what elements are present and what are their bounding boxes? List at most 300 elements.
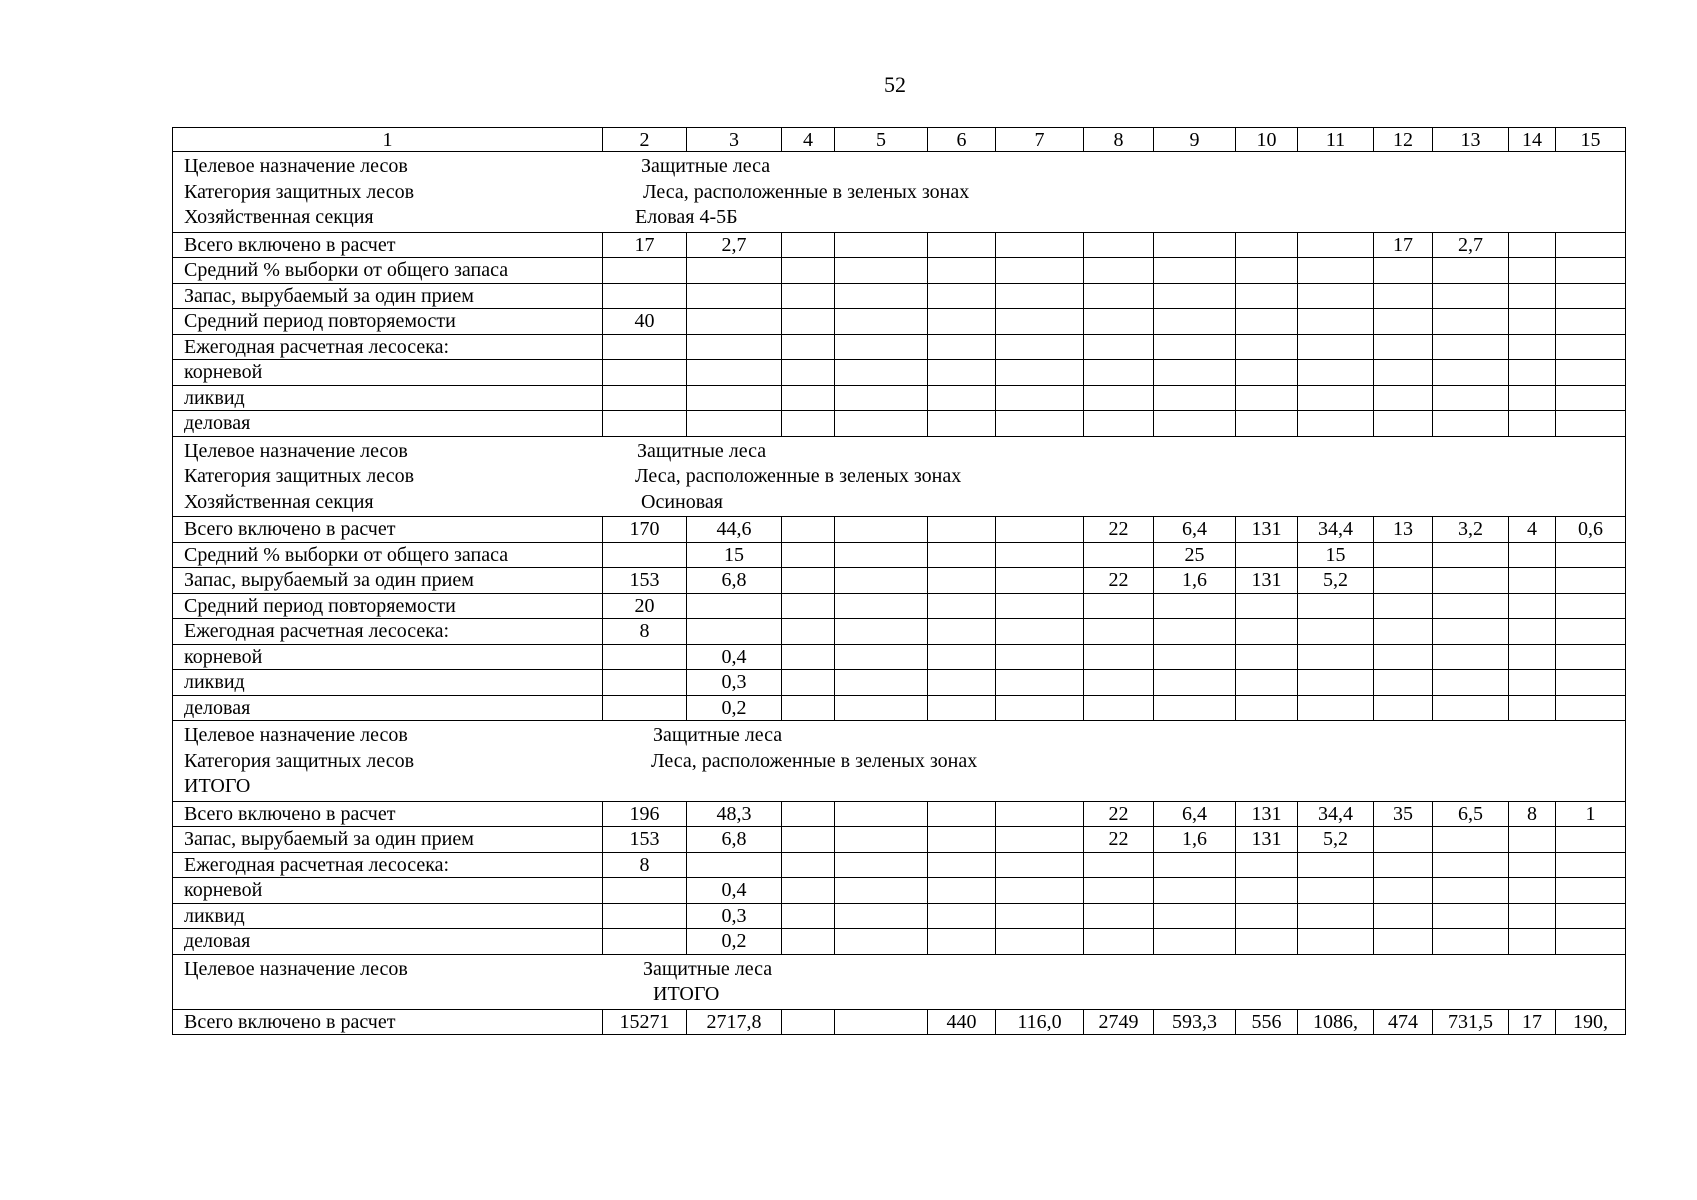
data-cell <box>1236 309 1298 335</box>
data-row <box>173 309 1626 335</box>
column-number: 14 <box>1509 128 1556 152</box>
data-cell <box>928 852 996 878</box>
data-cell <box>687 385 782 411</box>
data-cell <box>1374 644 1433 670</box>
data-cell <box>835 801 928 827</box>
row-label: Ежегодная расчетная лесосека: <box>173 334 603 360</box>
data-cell <box>782 852 835 878</box>
data-cell <box>1298 878 1374 904</box>
data-cell <box>1374 542 1433 568</box>
data-cell <box>1236 258 1298 284</box>
data-cell <box>1433 283 1509 309</box>
row-label: Средний период повторяемости <box>173 309 603 335</box>
data-cell <box>835 644 928 670</box>
data-row <box>173 258 1626 284</box>
data-cell <box>1509 309 1556 335</box>
data-cell <box>1298 232 1374 258</box>
page-number: 52 <box>884 72 906 97</box>
data-row <box>173 644 1626 670</box>
section-info <box>173 436 1626 517</box>
row-label: Средний % выборки от общего запаса <box>173 258 603 284</box>
data-cell <box>687 619 782 645</box>
data-cell <box>782 258 835 284</box>
data-cell <box>1298 411 1374 437</box>
data-cell <box>1509 542 1556 568</box>
data-cell <box>782 695 835 721</box>
data-cell <box>1298 593 1374 619</box>
data-row <box>173 878 1626 904</box>
data-cell <box>996 309 1084 335</box>
data-cell <box>835 827 928 853</box>
data-cell <box>1236 542 1298 568</box>
data-cell <box>835 411 928 437</box>
data-cell <box>835 232 928 258</box>
row-label: Ежегодная расчетная лесосека: <box>173 852 603 878</box>
row-label: ликвид <box>173 903 603 929</box>
data-cell <box>1509 670 1556 696</box>
data-cell <box>1154 695 1236 721</box>
data-cell <box>1236 232 1298 258</box>
data-cell: 6,5 <box>1433 801 1509 827</box>
data-cell <box>1084 232 1154 258</box>
data-cell <box>603 644 687 670</box>
data-cell <box>1236 411 1298 437</box>
data-cell <box>1154 385 1236 411</box>
data-cell <box>1374 670 1433 696</box>
data-cell <box>1433 695 1509 721</box>
section-info-row <box>173 721 1626 802</box>
data-cell <box>1374 695 1433 721</box>
data-cell <box>996 878 1084 904</box>
data-cell <box>782 593 835 619</box>
data-cell: 15 <box>1298 542 1374 568</box>
data-cell: 1 <box>1556 801 1626 827</box>
data-cell <box>835 568 928 594</box>
data-cell <box>1509 695 1556 721</box>
info-line <box>173 154 1625 180</box>
data-cell <box>1084 695 1154 721</box>
data-cell <box>782 411 835 437</box>
data-cell <box>1509 258 1556 284</box>
data-cell: 5,2 <box>1298 827 1374 853</box>
data-cell <box>1236 852 1298 878</box>
data-cell <box>1236 334 1298 360</box>
row-label: корневой <box>173 878 603 904</box>
data-cell <box>996 619 1084 645</box>
data-cell: 2749 <box>1084 1009 1154 1035</box>
data-cell <box>1374 334 1433 360</box>
data-cell: 15 <box>687 542 782 568</box>
info-value: Осиновая <box>641 490 723 513</box>
data-cell <box>1236 283 1298 309</box>
data-cell <box>1509 568 1556 594</box>
column-number: 2 <box>603 128 687 152</box>
info-line <box>173 439 1625 465</box>
data-cell <box>1509 644 1556 670</box>
data-cell <box>1298 309 1374 335</box>
data-cell: 22 <box>1084 827 1154 853</box>
data-cell <box>782 309 835 335</box>
data-cell <box>1298 929 1374 955</box>
data-cell: 556 <box>1236 1009 1298 1035</box>
data-cell <box>1556 411 1626 437</box>
data-cell <box>835 360 928 386</box>
data-cell <box>1374 385 1433 411</box>
column-number: 1 <box>173 128 603 152</box>
data-cell <box>835 517 928 543</box>
data-row <box>173 852 1626 878</box>
data-cell <box>835 258 928 284</box>
data-cell <box>1084 593 1154 619</box>
data-cell <box>1433 878 1509 904</box>
data-cell: 131 <box>1236 801 1298 827</box>
data-cell: 6,8 <box>687 827 782 853</box>
info-line <box>173 749 1625 775</box>
column-number: 9 <box>1154 128 1236 152</box>
data-cell <box>1084 929 1154 955</box>
data-cell <box>928 695 996 721</box>
data-cell <box>996 283 1084 309</box>
data-cell <box>996 542 1084 568</box>
data-cell <box>1556 334 1626 360</box>
data-cell <box>928 644 996 670</box>
data-cell: 190, <box>1556 1009 1626 1035</box>
section-info <box>173 721 1626 802</box>
data-cell: 13 <box>1374 517 1433 543</box>
data-cell <box>1433 593 1509 619</box>
data-cell <box>1084 852 1154 878</box>
data-cell <box>1556 903 1626 929</box>
data-cell <box>1433 385 1509 411</box>
data-cell <box>603 695 687 721</box>
data-cell: 170 <box>603 517 687 543</box>
data-cell <box>1509 827 1556 853</box>
data-cell: 44,6 <box>687 517 782 543</box>
data-cell: 17 <box>1374 232 1433 258</box>
section-info-row <box>173 152 1626 233</box>
data-cell <box>782 644 835 670</box>
info-line <box>173 723 1625 749</box>
info-label: Целевое назначение лесов <box>184 155 408 177</box>
data-cell <box>603 385 687 411</box>
data-row <box>173 568 1626 594</box>
data-cell: 34,4 <box>1298 517 1374 543</box>
data-cell <box>782 801 835 827</box>
info-line <box>173 490 1625 516</box>
data-cell: 731,5 <box>1433 1009 1509 1035</box>
data-cell <box>1298 283 1374 309</box>
data-cell <box>1236 593 1298 619</box>
row-label: ликвид <box>173 385 603 411</box>
data-cell: 20 <box>603 593 687 619</box>
data-cell <box>687 283 782 309</box>
data-cell <box>1509 360 1556 386</box>
data-cell <box>835 542 928 568</box>
data-cell: 8 <box>603 619 687 645</box>
data-cell <box>1298 360 1374 386</box>
data-cell <box>1556 852 1626 878</box>
data-cell <box>603 670 687 696</box>
data-cell <box>928 411 996 437</box>
info-label: Хозяйственная секция <box>184 490 374 513</box>
data-cell <box>782 619 835 645</box>
data-cell <box>1084 644 1154 670</box>
data-cell <box>928 334 996 360</box>
column-number-row <box>173 128 1626 152</box>
column-number: 5 <box>835 128 928 152</box>
column-number: 8 <box>1084 128 1154 152</box>
data-cell <box>1374 411 1433 437</box>
data-cell <box>1236 903 1298 929</box>
section-info-row <box>173 436 1626 517</box>
data-cell <box>928 670 996 696</box>
data-cell <box>1509 334 1556 360</box>
data-cell <box>1433 568 1509 594</box>
data-cell <box>687 360 782 386</box>
column-number: 12 <box>1374 128 1433 152</box>
data-cell <box>1298 852 1374 878</box>
data-cell: 2,7 <box>687 232 782 258</box>
data-cell <box>996 670 1084 696</box>
row-label: Средний период повторяемости <box>173 593 603 619</box>
data-cell: 3,2 <box>1433 517 1509 543</box>
data-cell <box>1374 827 1433 853</box>
data-cell <box>996 411 1084 437</box>
data-cell <box>603 411 687 437</box>
data-cell: 48,3 <box>687 801 782 827</box>
row-label: Средний % выборки от общего запаса <box>173 542 603 568</box>
info-value: Защитные леса <box>643 957 773 980</box>
data-cell <box>1556 232 1626 258</box>
info-line <box>173 957 1625 983</box>
data-cell: 0,4 <box>687 878 782 904</box>
info-value: Еловая 4-5Б <box>635 206 738 228</box>
data-cell <box>835 1009 928 1035</box>
data-cell <box>782 542 835 568</box>
data-cell <box>928 929 996 955</box>
data-cell <box>1509 878 1556 904</box>
data-cell <box>1433 309 1509 335</box>
data-cell: 5,2 <box>1298 568 1374 594</box>
data-cell <box>1298 903 1374 929</box>
data-cell: 116,0 <box>996 1009 1084 1035</box>
data-cell: 40 <box>603 309 687 335</box>
data-cell: 1,6 <box>1154 827 1236 853</box>
data-cell: 22 <box>1084 801 1154 827</box>
data-cell <box>1433 827 1509 853</box>
data-cell <box>603 929 687 955</box>
data-row <box>173 903 1626 929</box>
data-cell: 17 <box>1509 1009 1556 1035</box>
data-cell <box>1236 670 1298 696</box>
data-cell <box>1433 360 1509 386</box>
row-label: корневой <box>173 644 603 670</box>
data-cell: 4 <box>1509 517 1556 543</box>
data-cell: 153 <box>603 827 687 853</box>
data-cell <box>1374 258 1433 284</box>
data-cell <box>1084 670 1154 696</box>
data-cell: 2717,8 <box>687 1009 782 1035</box>
data-cell: 0,3 <box>687 903 782 929</box>
data-cell <box>1374 929 1433 955</box>
data-cell <box>782 878 835 904</box>
row-label: деловая <box>173 929 603 955</box>
data-cell <box>1556 695 1626 721</box>
data-cell: 131 <box>1236 827 1298 853</box>
data-cell <box>1084 542 1154 568</box>
data-cell <box>1509 852 1556 878</box>
data-cell <box>928 283 996 309</box>
data-cell <box>835 670 928 696</box>
data-cell <box>835 283 928 309</box>
data-cell <box>1374 593 1433 619</box>
data-cell <box>1433 852 1509 878</box>
data-cell <box>835 593 928 619</box>
data-cell <box>687 309 782 335</box>
info-line <box>173 180 1625 206</box>
data-cell <box>1433 258 1509 284</box>
row-label: Всего включено в расчет <box>173 517 603 543</box>
data-cell <box>928 258 996 284</box>
column-number: 13 <box>1433 128 1509 152</box>
data-cell <box>996 827 1084 853</box>
data-cell <box>1556 360 1626 386</box>
data-cell <box>996 593 1084 619</box>
data-row <box>173 801 1626 827</box>
forest-calculation-table <box>172 127 1626 1035</box>
row-label: Всего включено в расчет <box>173 1009 603 1035</box>
data-cell <box>603 878 687 904</box>
data-cell <box>603 283 687 309</box>
data-cell <box>1154 309 1236 335</box>
data-cell <box>1236 878 1298 904</box>
data-cell <box>1236 385 1298 411</box>
data-cell <box>1084 334 1154 360</box>
data-cell <box>1084 309 1154 335</box>
data-cell <box>835 878 928 904</box>
data-cell <box>996 385 1084 411</box>
data-cell <box>928 801 996 827</box>
data-cell <box>1556 929 1626 955</box>
data-cell <box>1154 670 1236 696</box>
info-label: ИТОГО <box>184 775 251 797</box>
data-cell <box>835 695 928 721</box>
data-cell <box>1154 903 1236 929</box>
data-cell <box>996 232 1084 258</box>
data-cell: 0,2 <box>687 929 782 955</box>
row-label: деловая <box>173 411 603 437</box>
data-cell <box>928 903 996 929</box>
info-line <box>173 205 1625 231</box>
data-cell <box>603 903 687 929</box>
data-cell <box>1084 619 1154 645</box>
column-number: 3 <box>687 128 782 152</box>
data-cell <box>1154 411 1236 437</box>
data-cell <box>928 517 996 543</box>
data-cell <box>1433 411 1509 437</box>
info-value: Леса, расположенные в зеленых зонах <box>635 465 962 487</box>
data-cell <box>835 903 928 929</box>
data-row <box>173 827 1626 853</box>
data-cell <box>928 568 996 594</box>
data-cell <box>1556 878 1626 904</box>
data-cell: 1086, <box>1298 1009 1374 1035</box>
data-cell <box>928 360 996 386</box>
data-cell <box>996 568 1084 594</box>
data-cell <box>928 542 996 568</box>
data-cell <box>1154 232 1236 258</box>
data-cell <box>1084 258 1154 284</box>
data-cell <box>1374 309 1433 335</box>
data-row <box>173 670 1626 696</box>
data-cell <box>1556 827 1626 853</box>
data-cell <box>1154 593 1236 619</box>
data-row <box>173 360 1626 386</box>
info-value: Леса, расположенные в зеленых зонах <box>643 180 970 203</box>
data-cell <box>1509 903 1556 929</box>
info-line <box>173 464 1625 490</box>
data-row <box>173 695 1626 721</box>
data-cell <box>782 903 835 929</box>
data-cell <box>1374 568 1433 594</box>
data-cell <box>1298 334 1374 360</box>
data-cell <box>1154 334 1236 360</box>
data-cell <box>996 258 1084 284</box>
data-cell: 35 <box>1374 801 1433 827</box>
data-cell <box>1556 258 1626 284</box>
data-cell: 6,4 <box>1154 801 1236 827</box>
data-cell <box>1298 644 1374 670</box>
data-row <box>173 929 1626 955</box>
data-cell <box>1236 644 1298 670</box>
data-cell <box>996 929 1084 955</box>
info-value: Защитные леса <box>637 439 767 462</box>
data-cell <box>1556 670 1626 696</box>
data-cell <box>687 258 782 284</box>
data-cell <box>782 929 835 955</box>
data-cell: 6,8 <box>687 568 782 594</box>
data-cell <box>1236 929 1298 955</box>
data-cell <box>687 852 782 878</box>
data-cell <box>1154 258 1236 284</box>
data-cell <box>835 852 928 878</box>
data-cell <box>1556 542 1626 568</box>
data-cell <box>928 232 996 258</box>
info-line <box>173 982 1625 1008</box>
data-cell <box>1298 258 1374 284</box>
data-cell <box>1154 878 1236 904</box>
data-cell: 25 <box>1154 542 1236 568</box>
data-cell <box>1374 360 1433 386</box>
data-cell <box>782 360 835 386</box>
data-cell: 0,6 <box>1556 517 1626 543</box>
data-cell <box>1298 670 1374 696</box>
data-cell: 0,2 <box>687 695 782 721</box>
column-number: 7 <box>996 128 1084 152</box>
data-cell <box>782 283 835 309</box>
data-cell <box>1374 878 1433 904</box>
data-cell <box>835 619 928 645</box>
data-cell <box>782 670 835 696</box>
data-cell <box>1084 903 1154 929</box>
info-value: Леса, расположенные в зеленых зонах <box>651 749 978 772</box>
info-label: Целевое назначение лесов <box>184 957 408 980</box>
data-cell <box>1433 542 1509 568</box>
data-cell <box>603 542 687 568</box>
data-cell <box>1556 593 1626 619</box>
data-cell <box>928 385 996 411</box>
data-cell <box>782 517 835 543</box>
